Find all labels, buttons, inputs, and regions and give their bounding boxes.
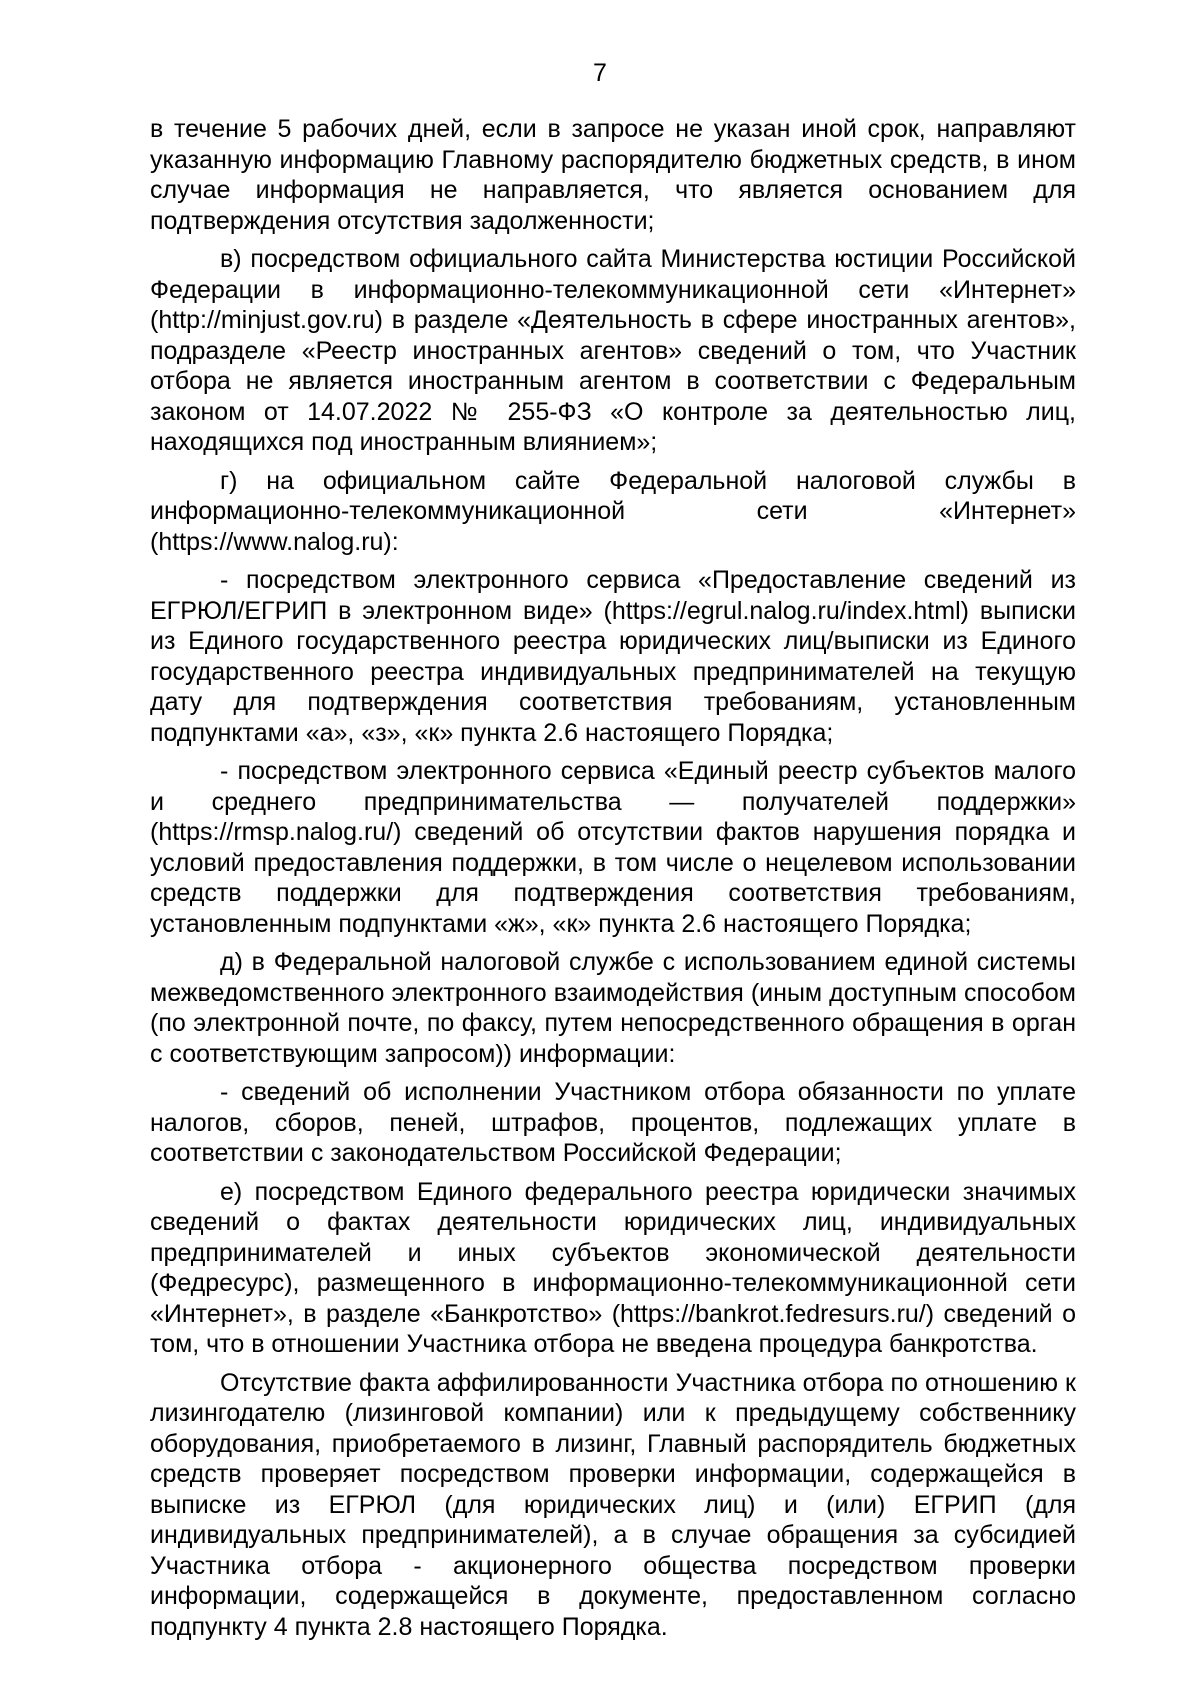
paragraph-continuation: в течение 5 рабочих дней, если в запросе не указан иной срок, направляют указанную информацию Главному распорядителю бюджетных средств, в ином случае информация не направляется, что является основанием для подтверждения отсутствия задолженности; <box>150 115 1076 235</box>
document-body <box>150 114 1076 1650</box>
paragraph-rmsp-service: - посредством электронного сервиса «Единый реестр субъектов малого и среднего предпринимательства — получателей поддержки» (https://rmsp.nalog.ru/) сведений об отсутствии фактов нарушения порядка и условий предоставления поддержки, в том числе о нецелевом использовании средств поддержки для подтверждения соответствия требованиям, установленным подпунктами «ж», «к» пункта 2.6 настоящего Порядка; <box>150 757 1076 938</box>
paragraph-affiliation: Отсутствие факта аффилированности Участника отбора по отношению к лизингодателю (лизинговой компании) или к предыдущему собственнику оборудования, приобретаемого в лизинг, Главный распорядитель бюджетных средств проверяет посредством проверки информации, содержащейся в выписке из ЕГРЮЛ (для юридических лиц) и (или) ЕГРИП (для индивидуальных предпринимателей), а в случае обращения за субсидией Участника отбора - акционерного общества посредством проверки информации, содержащейся в документе, предоставленном согласно подпункту 4 пункта 2.8 настоящего Порядка. <box>150 1368 1076 1641</box>
paragraph-item-e: е) посредством Единого федерального реестра юридически значимых сведений о фактах деятельности юридических лиц, индивидуальных предпринимателей и иных субъектов экономической деятельности (Федресурс), размещенного в информационно-телекоммуникационной сети «Интернет», в разделе «Банкротство» (https://bankrot.fedresurs.ru/) сведений о том, что в отношении Участника отбора не введена процедура банкротства. <box>150 1177 1076 1358</box>
page-number: 7 <box>593 59 607 87</box>
paragraph-item-g: г) на официальном сайте Федеральной налоговой службы в информационно-телекоммуникационной сети «Интернет» (https://www.nalog.ru): <box>150 466 1076 556</box>
paragraph-item-v: в) посредством официального сайта Министерства юстиции Российской Федерации в информационно-телекоммуникационной сети «Интернет» (http://minjust.gov.ru) в разделе «Деятельность в сфере иностранных агентов», подразделе «Реестр иностранных агентов» сведений о том, что Участник отбора не является иностранным агентом в соответствии с Федеральным законом от 14.07.2022 № 255-ФЗ «О контроле за деятельностью лиц, находящихся под иностранным влиянием»; <box>150 245 1076 456</box>
paragraph-egrul-service: - посредством электронного сервиса «Предоставление сведений из ЕГРЮЛ/ЕГРИП в электронном виде» (https://egrul.nalog.ru/index.html) выписки из Единого государственного реестра юридических лиц/выписки из Единого государственного реестра индивидуальных предпринимателей на текущую дату для подтверждения соответствия требованиям, установленным подпунктами «а», «з», «к» пункта 2.6 настоящего Порядка; <box>150 566 1076 747</box>
paragraph-tax-obligations: - сведений об исполнении Участником отбора обязанности по уплате налогов, сборов, пеней, штрафов, процентов, подлежащих уплате в соответствии с законодательством Российской Федерации; <box>150 1078 1076 1167</box>
paragraph-item-d: д) в Федеральной налоговой службе с использованием единой системы межведомственного электронного взаимодействия (иным доступным способом (по электронной почте, по факсу, путем непосредственного обращения в орган с соответствующим запросом)) информации: <box>150 948 1076 1068</box>
